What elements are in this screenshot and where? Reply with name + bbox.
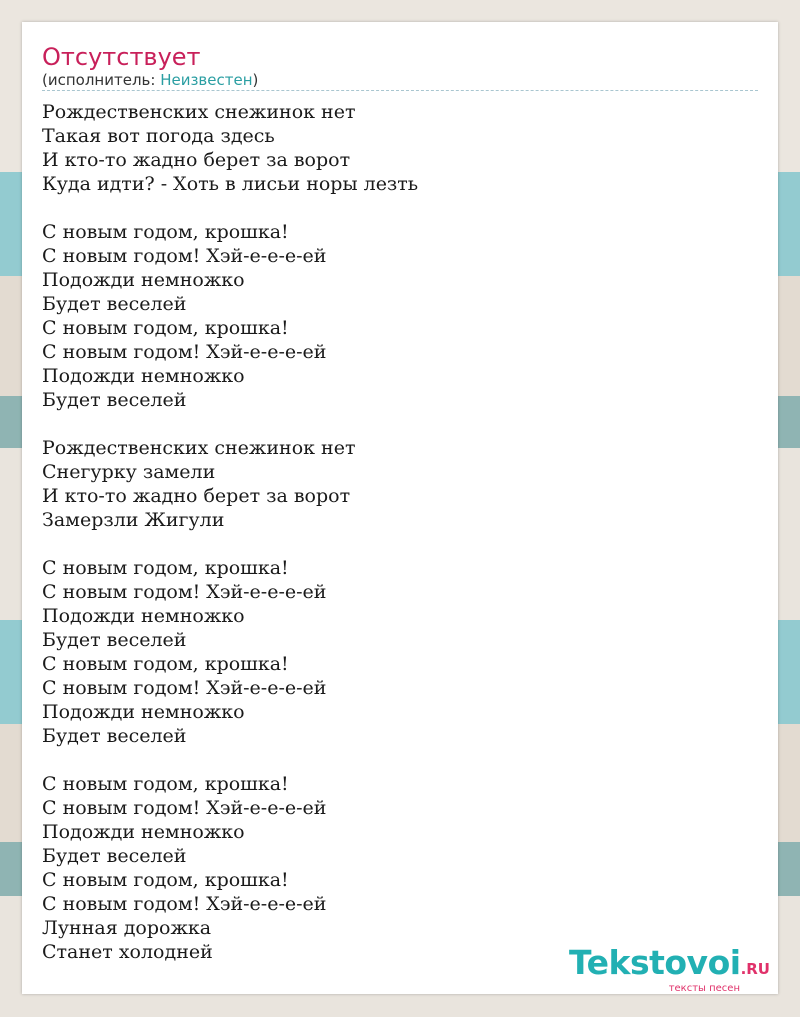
- lyric-line: С новым годом! Хэй-е-е-е-ей: [42, 581, 327, 603]
- lyric-line: Будет веселей: [42, 845, 187, 867]
- logo-tagline: тексты песен: [668, 983, 740, 994]
- lyric-line: Подожди немножко: [42, 365, 245, 387]
- lyric-line: Такая вот погода здесь: [42, 125, 275, 147]
- title-divider: [42, 90, 758, 91]
- lyric-line: Будет веселей: [42, 389, 187, 411]
- artist-suffix: ): [252, 71, 259, 89]
- lyric-line: С новым годом, крошка!: [42, 773, 289, 795]
- site-logo[interactable]: [569, 943, 770, 994]
- logo-main-text: Tekstovoi: [569, 943, 741, 982]
- lyric-line: С новым годом, крошка!: [42, 317, 289, 339]
- lyric-line: Снегурку замели: [42, 461, 216, 483]
- lyrics-stanza-break: [42, 748, 418, 772]
- lyric-line: С новым годом! Хэй-е-е-е-ей: [42, 677, 327, 699]
- artist-link[interactable]: Неизвестен: [160, 71, 253, 89]
- song-title: Отсутствует: [42, 43, 201, 71]
- artist-line: [42, 71, 258, 89]
- lyric-line: С новым годом, крошка!: [42, 869, 289, 891]
- lyrics-card: [22, 22, 778, 994]
- lyrics-stanza-break: [42, 196, 418, 220]
- lyric-line: Станет холодней: [42, 941, 213, 963]
- lyrics-stanza-break: [42, 412, 418, 436]
- lyric-line: Подожди немножко: [42, 605, 245, 627]
- lyric-line: С новым годом! Хэй-е-е-е-ей: [42, 245, 327, 267]
- lyric-line: С новым годом! Хэй-е-е-е-ей: [42, 797, 327, 819]
- lyric-line: И кто-то жадно берет за ворот: [42, 149, 351, 171]
- lyric-line: Куда идти? - Хоть в лисьи норы лезть: [42, 173, 419, 195]
- lyric-line: Будет веселей: [42, 629, 187, 651]
- lyric-line: С новым годом! Хэй-е-е-е-ей: [42, 893, 327, 915]
- lyric-line: Будет веселей: [42, 293, 187, 315]
- lyric-line: С новым годом! Хэй-е-е-е-ей: [42, 341, 327, 363]
- lyric-line: С новым годом, крошка!: [42, 221, 289, 243]
- logo-tld: .RU: [740, 960, 770, 978]
- lyric-line: И кто-то жадно берет за ворот: [42, 485, 351, 507]
- artist-prefix: (исполнитель:: [42, 71, 161, 89]
- lyric-line: Рождественских снежинок нет: [42, 437, 356, 459]
- lyric-line: Замерзли Жигули: [42, 509, 225, 531]
- lyric-line: Будет веселей: [42, 725, 187, 747]
- lyric-line: Лунная дорожка: [42, 917, 212, 939]
- lyric-line: Рождественских снежинок нет: [42, 101, 356, 123]
- lyric-line: С новым годом, крошка!: [42, 653, 289, 675]
- logo-wordmark: [569, 943, 770, 986]
- lyrics-stanza-break: [42, 532, 418, 556]
- lyric-line: Подожди немножко: [42, 701, 245, 723]
- lyrics-text: [42, 100, 418, 964]
- lyric-line: С новым годом, крошка!: [42, 557, 289, 579]
- lyric-line: Подожди немножко: [42, 269, 245, 291]
- lyric-line: Подожди немножко: [42, 821, 245, 843]
